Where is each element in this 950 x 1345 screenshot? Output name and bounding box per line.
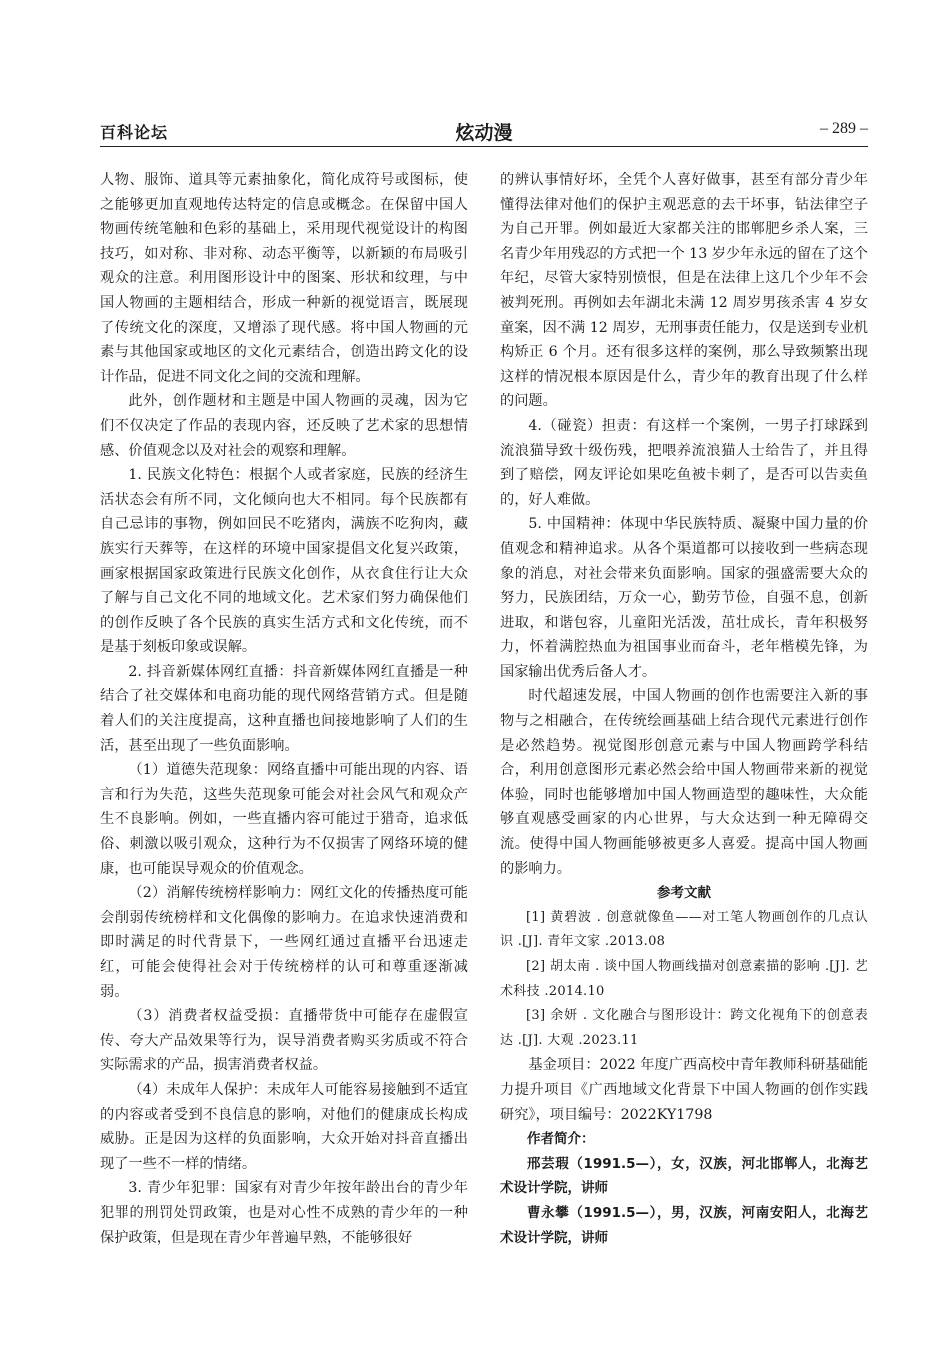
author-bio: 邢芸瑕（1991.5—），女，汉族，河北邯郸人，北海艺术设计学院，讲师 <box>500 1155 868 1197</box>
journal-title: 炫动漫 <box>455 122 513 144</box>
paragraph: 2. 抖音新媒体网红直播：抖音新媒体网红直播是一种结合了社交媒体和电商功能的现代网络营销方式。但是随着人们的关注度提高，这种直播也间接地影响了人们的生活，甚至出现了一些负面影响。 <box>100 663 468 754</box>
paragraph: （2）消解传统榜样影响力：网红文化的传播热度可能会削弱传统榜样和文化偶像的影响力。在追求快速消费和即时满足的时代背景下，一些网红通过直播平台迅速走红，可能会使得社会对于传统榜样的认可和尊重逐渐减弱。 <box>100 885 468 1000</box>
reference-item: [3] 余妍 . 文化融合与图形设计：跨文化视角下的创意表达 .[J]. 大观 .2023.11 <box>500 1008 868 1048</box>
fund-note: 基金项目：2022 年度广西高校中青年教师科研基础能力提升项目《广西地域文化背景下中国人物画的创作实践研究》，项目编号：2022KY1798 <box>500 1057 868 1123</box>
paragraph: 1. 民族文化特色：根据个人或者家庭，民族的经济生活状态会有所不同，文化倾向也大不相同。每个民族都有自己忌讳的事物，例如回民不吃猪肉，满族不吃狗肉，藏族实行天葬等，在这样的环境中国家提倡文化复兴政策，画家根据国家政策进行民族文化创作，从衣食住行让大众了解与自己文化不同的地域文化。艺术家们努力确保他们的创作反映了各个民族的真实生活方式和文化传统，而不是基于刻板印象或误解。 <box>100 467 468 656</box>
left-column <box>100 168 468 1250</box>
paragraph: 此外，创作题材和主题是中国人物画的灵魂，因为它们不仅决定了作品的表现内容，还反映了艺术家的思想情感、价值观念以及对社会的观察和理解。 <box>100 393 468 459</box>
paragraph: （1）道德失范现象：网络直播中可能出现的内容、语言和行为失范，这些失范现象可能会对社会风气和观众产生不良影响。例如，一些直播内容可能过于猎奇，追求低俗、刺激以吸引观众，这种行为不仅损害了网络环境的健康，也可能误导观众的价值观念。 <box>100 762 468 877</box>
author-bio: 曹永攀（1991.5—），男，汉族，河南安阳人，北海艺术设计学院，讲师 <box>500 1204 868 1246</box>
references-title: 参考文献 <box>657 885 711 902</box>
reference-item: [1] 黄碧波 . 创意就像鱼——对工笔人物画创作的几点认识 .[J]. 青年文家 .2013.08 <box>500 909 868 950</box>
page-header <box>100 118 868 148</box>
paragraph: （4）未成年人保护：未成年人可能容易接触到不适宜的内容或者受到不良信息的影响，对他们的健康成长构成威胁。正是因为这样的负面影响，大众开始对抖音直播出现了一些不一样的情绪。 <box>100 1081 468 1172</box>
paragraph: 时代超速发展，中国人物画的创作也需要注入新的事物与之相融合，在传统绘画基础上结合现代元素进行创作是必然趋势。视觉图形创意元素与中国人物画跨学科结合，利用创意图形元素必然会给中国人物画带来新的视觉体验，同时也能够增加中国人物画造型的趣味性，大众能够直观感受画家的内心世界，与大众达到一种无障碍交流。使得中国人物画能够被更多人喜爱。提高中国人物画的影响力。 <box>500 688 868 877</box>
paragraph: （3）消费者权益受损：直播带货中可能存在虚假宣传、夸大产品效果等行为，误导消费者购买劣质或不符合实际需求的产品，损害消费者权益。 <box>100 1008 468 1074</box>
paragraph: 的辨认事情好坏，全凭个人喜好做事，甚至有部分青少年懂得法律对他们的保护主观恶意的去干坏事，钻法律空子为自己开罪。例如最近大家都关注的邯郸肥乡杀人案，三名青少年用残忍的方式把一个 13 岁少年永远的留在了这个年纪，尽管大家特别愤恨，但是在法律上这几个少年不会被判死刑。再例如去年湖北未满 12 周岁男孩杀害 4 岁女童案，因不满 12 周岁，无刑事责任能力，仅是送到专业机构矫正 6 个月。还有很多这样的案例，那么导致频繁出现这样的情况根本原因是什么，青少年的教育出现了什么样的问题。 <box>500 172 868 410</box>
paragraph: 4.（碰瓷）担责：有这样一个案例，一男子打球踩到流浪猫导致十级伤残，把喂养流浪猫人士给告了，并且得到了赔偿，网友评论如果吃鱼被卡刺了，是否可以告卖鱼的，好人难做。 <box>500 417 868 508</box>
header-divider <box>100 146 868 147</box>
reference-item: [2] 胡太南 . 谈中国人物画线描对创意素描的影响 .[J]. 艺术科技 .2014.10 <box>500 959 868 999</box>
paragraph: 3. 青少年犯罪：国家有对青少年按年龄出台的青少年犯罪的刑罚处罚政策，也是对心性不成熟的青少年的一种保护政策，但是现在青少年普遍早熟，不能够很好 <box>100 1180 468 1246</box>
paragraph: 人物、服饰、道具等元素抽象化，简化成符号或图标，使之能够更加直观地传达特定的信息或概念。在保留中国人物画传统笔触和色彩的基础上，采用现代视觉设计的构图技巧，如对称、非对称、动态平衡等，以新颖的布局吸引观众的注意。利用图形设计中的图案、形状和纹理，与中国人物画的主题相结合，形成一种新的视觉语言，既展现了传统文化的深度，又增添了现代感。将中国人物画的元素与其他国家或地区的文化元素结合，创造出跨文化的设计作品，促进不同文化之间的交流和理解。 <box>100 172 468 385</box>
authors-title: 作者简介： <box>527 1131 595 1148</box>
page-number: – 289 – <box>820 120 868 137</box>
paragraph: 5. 中国精神：体现中华民族特质、凝聚中国力量的价值观念和精神追求。从各个渠道都可以接收到一些病态现象的消息，对社会带来负面影响。国家的强盛需要大众的努力，民族团结，万众一心，勤劳节俭，自强不息，创新进取，和谐包容，儿童阳光活泼，茁壮成长，青年积极努力，怀着满腔热血为祖国事业而奋斗，老年楷模先锋，为国家输出优秀后备人才。 <box>500 516 868 680</box>
right-column <box>500 168 868 1250</box>
section-label: 百科论坛 <box>100 123 169 142</box>
